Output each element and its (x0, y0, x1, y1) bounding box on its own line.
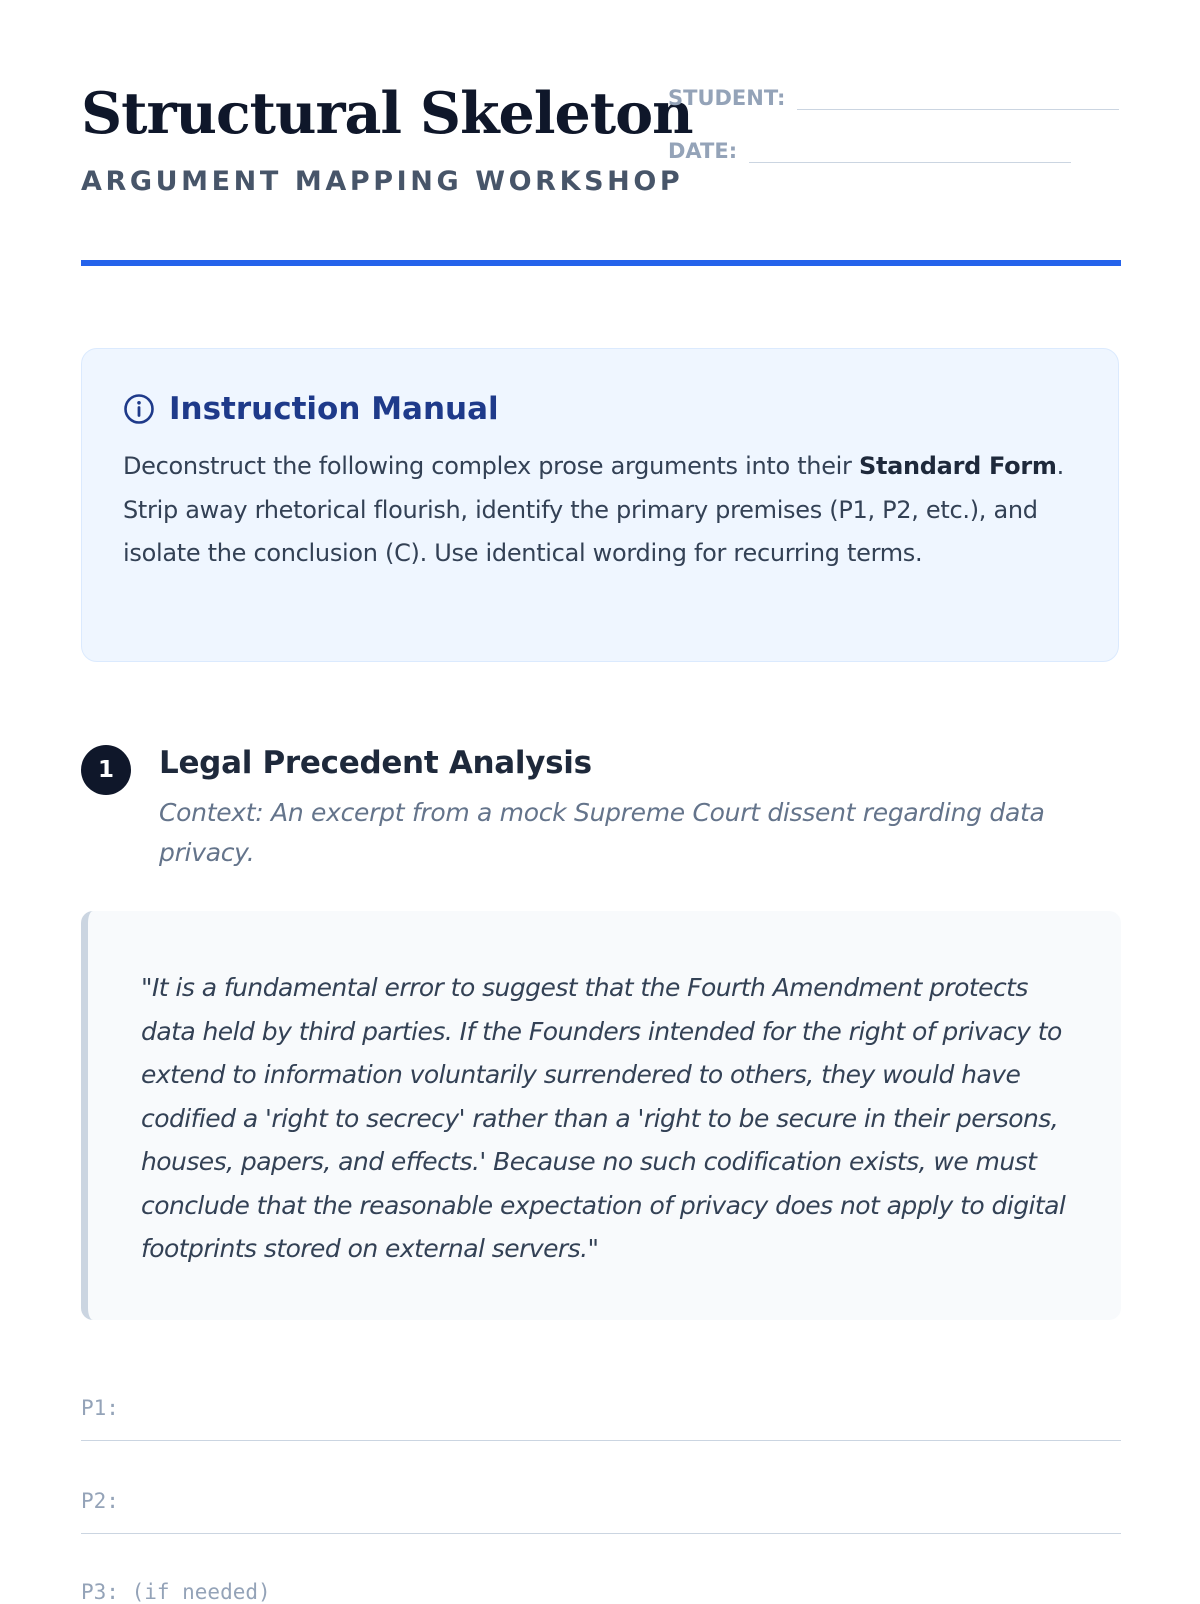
premise-2-line[interactable] (81, 1493, 1121, 1534)
student-label: STUDENT: (668, 86, 786, 110)
instruction-box (81, 348, 1119, 662)
date-label: DATE: (668, 139, 738, 163)
premise-1-line[interactable] (81, 1400, 1121, 1441)
section-title: Legal Precedent Analysis (159, 745, 592, 781)
header-divider (81, 260, 1121, 266)
worksheet-header (81, 0, 1121, 268)
worksheet-page (81, 0, 1121, 1604)
info-icon (123, 393, 155, 425)
instruction-text-end: . Strip away rhetorical flourish, identify the primary premises (P1, P2, etc.), and isolate the conclusion (C). Use identical wording for recurring terms. (123, 452, 1064, 567)
instruction-text (123, 445, 1078, 576)
date-field[interactable] (668, 139, 1071, 163)
quote-text: "It is a fundamental error to suggest that the Fourth Amendment protects data held by third parties. If the Founders intended for the right of privacy to extend to information voluntarily surrendered to others, they would have codified a 'right to secrecy' rather than a 'right to be secure in their persons, houses, papers, and effects.' Because no such codification exists, we must conclude that the reasonable expectation of privacy does not apply to digital footprints stored on external servers." (141, 973, 1066, 1263)
argument-quote (81, 911, 1121, 1320)
instruction-text-start: Deconstruct the following complex prose arguments into their (123, 452, 859, 480)
date-input-line[interactable] (749, 142, 1071, 163)
page-subtitle: ARGUMENT MAPPING WORKSHOP (81, 166, 684, 197)
page-title: Structural Skeleton (81, 80, 693, 147)
student-input-line[interactable] (797, 89, 1119, 110)
section-number-badge: 1 (81, 745, 131, 795)
instruction-heading (123, 391, 1078, 427)
premise-2-label: P2: (81, 1489, 119, 1513)
premise-1-label: P1: (81, 1396, 119, 1420)
premise-3-label: P3: (if needed) (81, 1580, 271, 1604)
student-field[interactable] (668, 86, 1119, 110)
instruction-text-bold: Standard Form (858, 452, 1057, 480)
section-context: Context: An excerpt from a mock Supreme Court dissent regarding data privacy. (159, 798, 1045, 867)
instruction-title: Instruction Manual (169, 391, 499, 427)
